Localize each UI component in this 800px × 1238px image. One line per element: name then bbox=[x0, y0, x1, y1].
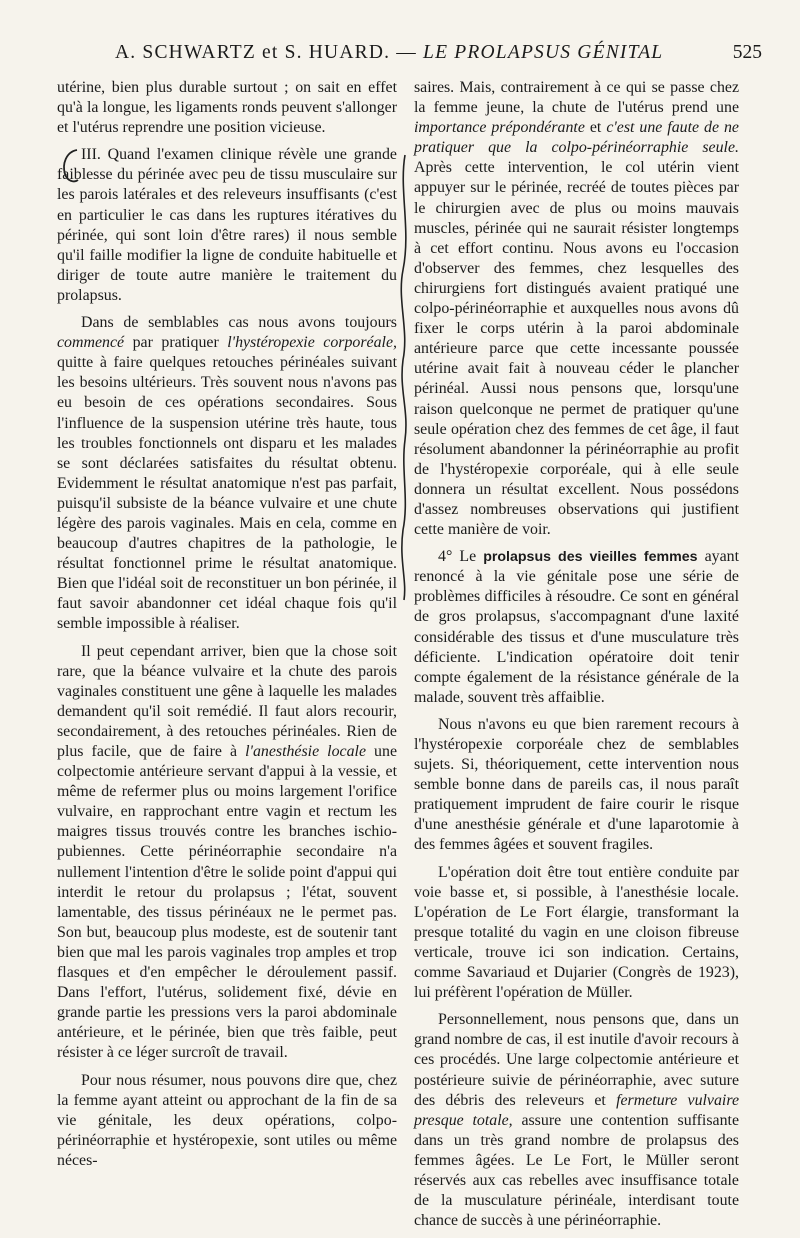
right-p2-text: ayant renoncé à la vie génitale pose une série de problèmes difficiles à résoudre. Ce sont en général de gros prolapsus, s'accompagnant d'une laxité considérable des tissus et d'une musculature très déficiente. L'indication opératoire doit tenir compte également de la résistance générale de la malade, souvent très affaiblie. bbox=[414, 548, 739, 706]
left-p4-emphasis: l'anesthésie locale bbox=[245, 743, 367, 760]
right-p5-emphasis: fermeture vulvaire presque totale, bbox=[414, 1091, 739, 1129]
right-paragraph-2 bbox=[414, 547, 739, 708]
margin-bracket-annotation bbox=[395, 150, 415, 605]
right-column bbox=[414, 78, 739, 1238]
left-paragraph-4 bbox=[57, 642, 397, 1064]
running-title bbox=[115, 42, 663, 64]
left-paragraph-5: Pour nous résumer, nous pouvons dire que, chez la femme ayant atteint ou approchant de la fin de sa vie génitale, les deux opérations, colpo-périnéorraphie et hystéropexie, sont utiles ou même néces- bbox=[57, 1071, 397, 1169]
right-paragraph-3: Nous n'avons eu que bien rarement recours à l'hystéropexie corporéale chez de semblables sujets. Si, théoriquement, cette intervention nous semble bonne dans de pareils cas, il nous paraît pratiquement imprudent de faire courir le risque d'une anesthésie générale et d'une laparotomie à des femmes âgées et souvent fragiles. bbox=[414, 715, 739, 854]
right-p2-number: 4° Le bbox=[438, 548, 484, 566]
header-separator: — bbox=[396, 42, 417, 63]
handwritten-mark-icon bbox=[60, 146, 82, 186]
right-p1-text-c: Après cette intervention, le col utérin vient appuyer sur le périnée, recréé de toutes pièces par le chirurgien avec de plus ou moins mauvais muscles, périnée qui ne saurait résister longtemps à cet effort continu. Nous avons eu l'occasion d'observer des femmes, chez lesquelles des chirurgiens fort distingués avaient pratiqué une colpo-périnéorraphie et auxquelles nous avons dû fixer le corps utérin à la paroi abdominale antérieure parce que cette incessante poussée utérine avait fait à nouveau céder le plancher périnéal. Aussi nous pensons que, lorsqu'une raison quelconque ne permet de pratiquer qu'une seule opération chez des femmes de cet âge, il faut résolument abandonner la périnéorraphie au profit de l'hystéropexie corporéale, qui à elle seule donnera un résultat excellent. Nous possédons d'assez nombreuses observations qui justifient cette manière de voir. bbox=[414, 159, 739, 539]
right-p5-text-a: Personnellement, nous pensons que, dans un grand nombre de cas, il est inutile d'avoir recours à ces procédés. Une large colpectomie antérieure et postérieure suivie de périnéorraphie, avec suture des débris des releveurs et bbox=[414, 1011, 739, 1109]
left-p3-text-a: Dans de semblables cas nous avons toujours bbox=[81, 314, 397, 332]
right-p2-heading: prolapsus des vieilles femmes bbox=[483, 549, 698, 566]
left-p4-text-b: une colpectomie antérieure servant d'appui à la vessie, et même de refermer plus ou moins largement l'orifice vulvaire, en rapprochant entre vagin et rectum les maigres tissus trouvés contre les branches ischio-pubiennes. Cette périnéorraphie secondaire n'a nullement l'intention d'être le solide point d'appui qui interdit le retour du prolapsus ; l'état, souvent lamentable, des tissus périnéaux ne le permet pas. Son but, beaucoup plus modeste, est de soutenir tant bien que mal les parois vaginales trop amples et trop flasques et d'en empêcher le déroulement passif. Dans l'effort, l'utérus, solidement fixé, dévie en grande partie les pressions vers la paroi abdominale antérieure, et le périnée, bien que très faible, peut résister à ce léger surcroît de travail. bbox=[57, 743, 398, 1062]
left-p3-emphasis-2: l'hystéropexie corporéale, bbox=[227, 334, 397, 352]
left-paragraph-3 bbox=[57, 313, 397, 635]
right-p1-text-b: et bbox=[584, 119, 607, 137]
left-p3-text-b: par pratiquer bbox=[124, 334, 228, 352]
left-column bbox=[57, 78, 397, 1178]
left-paragraph-2: III. Quand l'examen clinique révèle une grande faiblesse du périnée avec peu de tissu musculaire sur les parois latérales et des releveurs insuffisants (c'est en particulier le cas dans les ruptures itératives du périnée, qui sont loin d'être rares) il nous semble qu'il faille modifier la ligne de conduite habituelle et diriger de toute autre manière le traitement du prolapsus. bbox=[57, 146, 397, 304]
right-p1-emphasis-1: importance prépondérante bbox=[414, 119, 585, 137]
right-p5-text-b: assure une contention suffisante dans un très grand nombre de prolapsus des femmes âgées. Le Le Fort, le Müller seront réservés aux cas rebelles avec insuffisance totale de la musculature périnéale, interdisant toute chance de succès à une périnéorraphie. bbox=[414, 1111, 739, 1230]
left-paragraph-1: utérine, bien plus durable surtout ; on sait en effet qu'à la longue, les ligaments ronds peuvent s'allonger et l'utérus reprendre une position vicieuse. bbox=[57, 79, 397, 137]
right-p1-emphasis-2: c'est une faute de ne pratiquer que la colpo-périnéorraphie seule. bbox=[414, 119, 739, 157]
right-p1-text-a: saires. Mais, contrairement à ce qui se passe chez la femme jeune, la chute de l'utérus prend une bbox=[414, 79, 739, 117]
right-paragraph-1 bbox=[414, 78, 739, 540]
right-paragraph-4: L'opération doit être tout entière conduite par voie basse et, si possible, à l'anesthésie locale. L'opération de Le Fort élargie, transformant la presque totalité du vagin en une cloison fibreuse verticale, trouve ici son indication. Certains, comme Savariaud et Dujarier (Congrès de 1923), lui préfèrent l'opération de Müller. bbox=[414, 863, 739, 1002]
right-paragraph-5 bbox=[414, 1010, 739, 1231]
header-authors: A. SCHWARTZ et S. HUARD. bbox=[115, 42, 391, 63]
left-p4-text-a: Il peut cependant arriver, bien que la chose soit rare, que la béance vulvaire et la chute des parois vaginales constituent une gêne à laquelle les malades demandent qu'il soit remédié. Il faut alors recourir, secondairement, à des retouches périnéales. Rien de plus facile, que de faire à bbox=[57, 642, 397, 760]
left-p3-emphasis-1: commencé bbox=[57, 334, 125, 352]
left-p3-text-c: quitte à faire quelques retouches périnéales suivant les besoins ultérieurs. Très souvent nous n'avons pas eu besoin de ces opérations secondaires. Sous l'influence de la suspension utérine très haute, tous les troubles fonctionnels ont disparu et les malades se sont déclarées satisfaites du résultat obtenu. Evidemment le résultat anatomique n'est pas parfait, puisqu'il subsiste de la béance vulvaire et une chute légère des parois vaginales. Mais en cela, comme en beaucoup d'autres chapitres de la pathologie, le résultat fonctionnel prime le résultat anatomique. Bien que l'idéal soit de reconstituer un bon périnée, il faut savoir abandonner cet idéal chaque fois qu'il semble impossible à réaliser. bbox=[57, 354, 397, 633]
running-head bbox=[0, 42, 800, 66]
page-number: 525 bbox=[732, 42, 762, 63]
header-title: LE PROLAPSUS GÉNITAL bbox=[423, 42, 664, 63]
